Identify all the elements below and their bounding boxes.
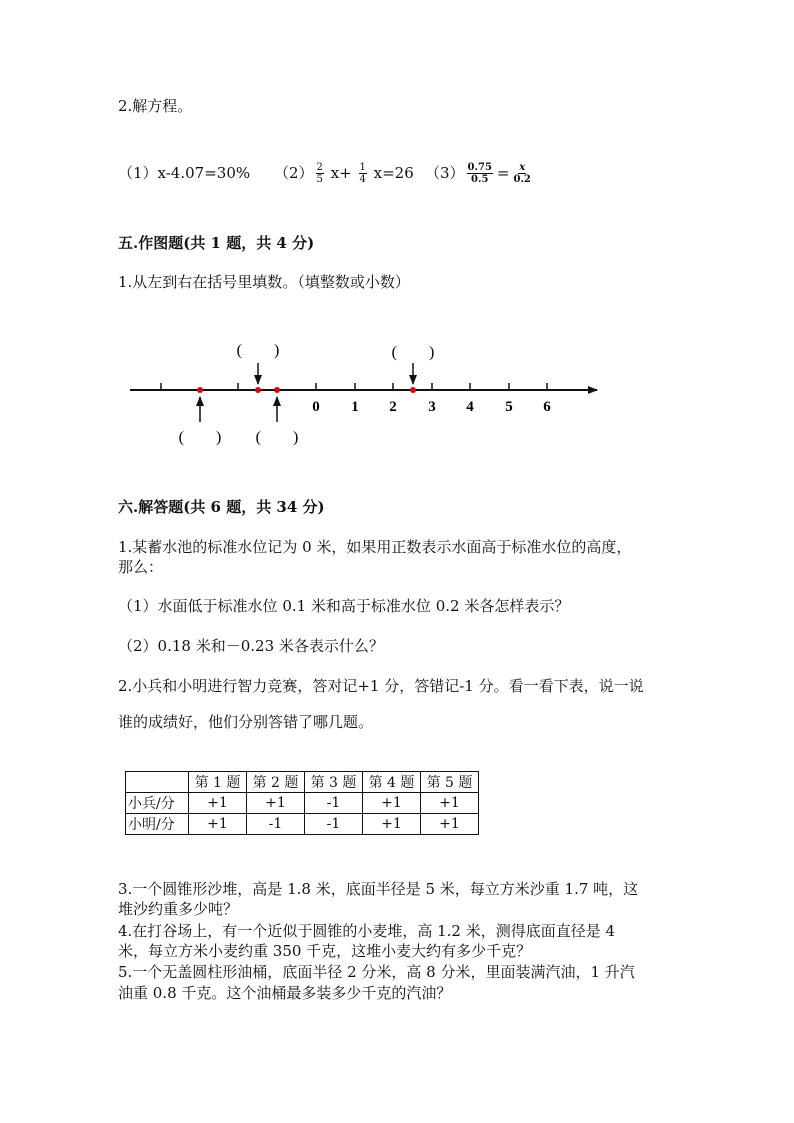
fraction-denominator: 5 — [316, 173, 323, 185]
tick-label-1: 1 — [351, 399, 359, 415]
question-3-line-1: 3.一个圆锥形沙堆，高是 1.8 米，底面半径是 5 米，每立方米沙重 1.7 吨，这 — [118, 880, 639, 898]
table-cell: -1 — [247, 814, 305, 835]
number-line-ticks — [161, 383, 547, 390]
table-header-cell — [126, 772, 189, 793]
table-cell: -1 — [305, 793, 363, 814]
fraction-x-over-02 — [513, 162, 530, 185]
answer-blank[interactable]: ( ) — [391, 344, 435, 361]
point-marker-d — [410, 387, 416, 393]
point-marker-b — [255, 387, 261, 393]
question-2-line-1: 2.小兵和小明进行智力竞赛，答对记+1 分，答错记-1 分。看一看下表，说一说 — [118, 677, 644, 695]
section-6-heading: 六.解答题(共 6 题，共 34 分) — [118, 498, 325, 516]
table-row-label: 小兵/分 — [126, 793, 189, 814]
fraction-numerator: x — [519, 161, 526, 173]
table-header-cell: 第 2 题 — [247, 772, 305, 793]
section-5-heading: 五.作图题(共 1 题，共 4 分) — [118, 234, 315, 252]
tick-label-3: 3 — [428, 399, 436, 415]
equation-2-mid: x+ — [325, 164, 357, 182]
section-5-question-1: 1.从左到右在括号里填数。（填整数或小数） — [118, 273, 410, 291]
question-1-line-2: 那么： — [118, 558, 164, 576]
table-cell: +1 — [363, 793, 421, 814]
table-cell: +1 — [421, 793, 479, 814]
answer-blank[interactable]: ( ) — [236, 342, 280, 359]
question-2-line-2: 谁的成绩好，他们分别答错了哪几题。 — [118, 713, 374, 731]
score-table — [125, 771, 479, 835]
table-row-label: 小明/分 — [126, 814, 189, 835]
fraction-numerator: 0.75 — [467, 161, 492, 173]
fraction-denominator: 0.2 — [513, 173, 531, 185]
table-row — [126, 793, 479, 814]
tick-label-4: 4 — [466, 399, 474, 415]
table-header-row — [126, 772, 479, 793]
table-cell: +1 — [247, 793, 305, 814]
question-5-line-2: 油重 0.8 千克。这个油桶最多装多少千克的汽油？ — [118, 984, 452, 1002]
answer-blank[interactable]: ( ) — [178, 429, 222, 446]
table-header-cell: 第 3 题 — [305, 772, 363, 793]
answer-blanks — [179, 342, 435, 446]
table-cell: +1 — [189, 793, 247, 814]
equation-1: （1）x-4.07=30% — [118, 164, 251, 182]
equation-2 — [274, 158, 414, 188]
question-5-line-1: 5.一个无盖圆柱形油桶，底面半径 2 分米，高 8 分米，里面装满汽油，1 升汽 — [118, 963, 635, 981]
fraction-denominator: 0.5 — [471, 173, 489, 185]
tick-labels — [312, 399, 551, 415]
table-header-cell: 第 1 题 — [189, 772, 247, 793]
fraction-denominator: 4 — [359, 173, 366, 185]
question-4-line-1: 4.在打谷场上，有一个近似于圆锥的小麦堆，高 1.2 米，测得底面直径是 4 — [118, 922, 616, 940]
question-1-line-1: 1.某蓄水池的标准水位记为 0 米，如果用正数表示水面高于标准水位的高度， — [118, 538, 632, 556]
table-cell: +1 — [363, 814, 421, 835]
table-header-cell: 第 5 题 — [421, 772, 479, 793]
equals-sign: = — [496, 164, 510, 182]
question-3-line-2: 堆沙约重多少吨？ — [118, 900, 239, 918]
answer-blank[interactable]: ( ) — [255, 429, 299, 446]
table-cell: +1 — [421, 814, 479, 835]
question-4-line-2: 米，每立方米小麦约重 350 千克，这堆小麦大约有多少千克？ — [118, 942, 532, 960]
fraction-075-over-05 — [467, 162, 493, 185]
tick-label-5: 5 — [505, 399, 513, 415]
table-cell: -1 — [305, 814, 363, 835]
tick-label-6: 6 — [543, 399, 551, 415]
equation-2-suffix: x=26 — [368, 164, 414, 182]
table-cell: +1 — [189, 814, 247, 835]
fraction-numerator: 2 — [316, 161, 323, 173]
question-1-sub-1: （1）水面低于标准水位 0.1 米和高于标准水位 0.2 米各怎样表示？ — [118, 597, 570, 615]
fraction-numerator: 1 — [359, 161, 366, 173]
equation-3-prefix: （3） — [425, 164, 465, 182]
tick-label-0: 0 — [312, 399, 320, 415]
fraction-two-fifths — [316, 162, 324, 185]
equation-2-prefix: （2） — [274, 164, 314, 182]
question-1-sub-2: （2）0.18 米和－0.23 米各表示什么？ — [118, 637, 384, 655]
point-marker-a — [197, 387, 203, 393]
table-row — [126, 814, 479, 835]
table-header-cell: 第 4 题 — [363, 772, 421, 793]
point-marker-c — [274, 387, 280, 393]
question-2-title: 2.解方程。 — [118, 97, 193, 115]
fraction-one-quarter — [359, 162, 367, 185]
equation-3 — [425, 158, 533, 188]
number-line-figure — [0, 330, 794, 450]
tick-label-2: 2 — [389, 399, 397, 415]
